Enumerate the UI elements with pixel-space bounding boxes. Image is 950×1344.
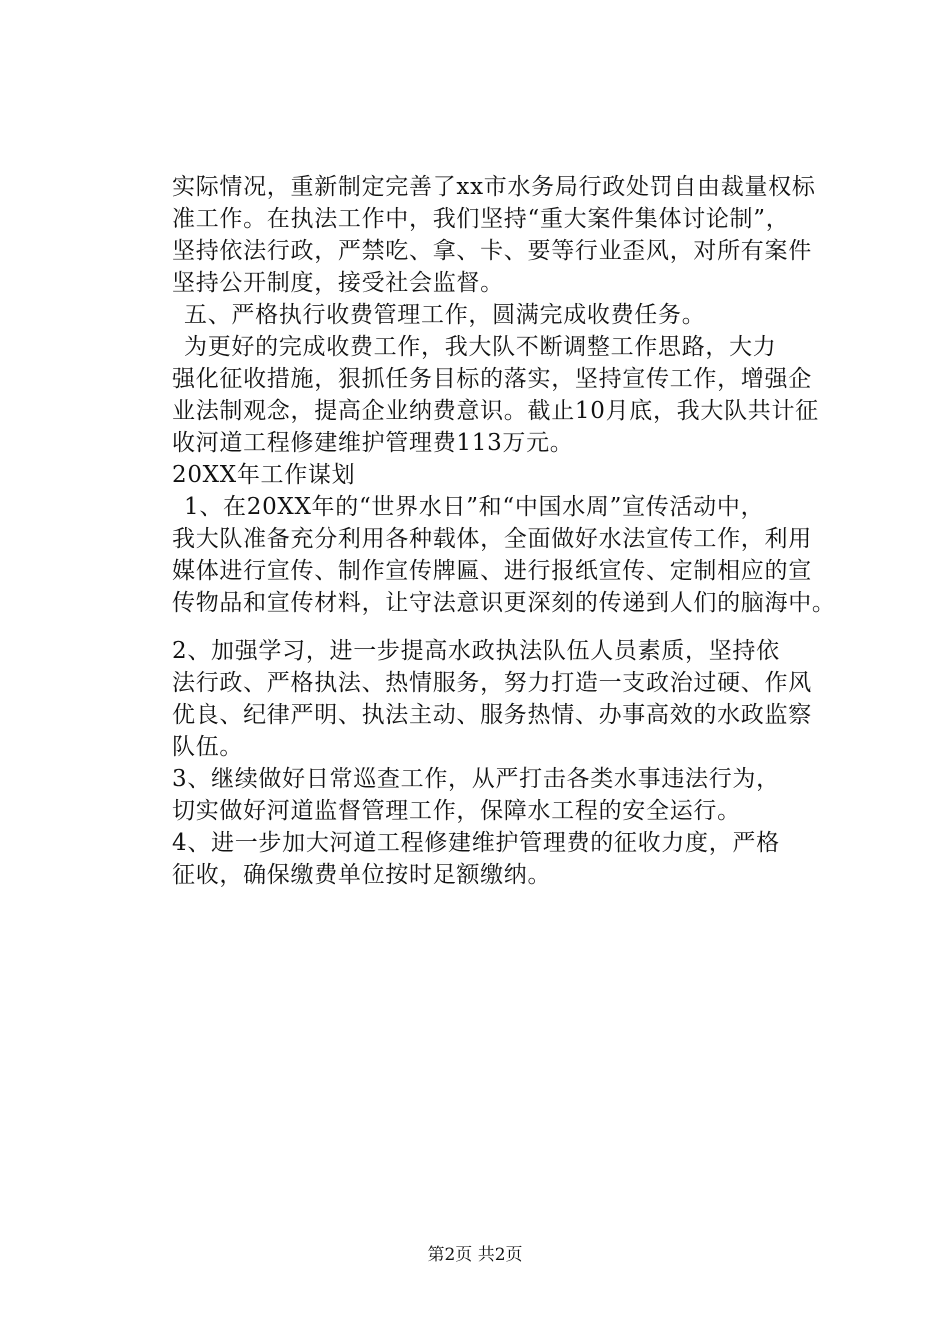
text-line: 征收，确保缴费单位按时足额缴纳。 bbox=[172, 862, 552, 888]
text-line: 我大队准备充分利用各种载体，全面做好水法宣传工作，利用 bbox=[172, 526, 812, 552]
text-line: 为更好的完成收费工作，我大队不断调整工作思路，大力 bbox=[184, 334, 777, 360]
text-line: 准工作。在执法工作中，我们坚持“重大案件集体讨论制”， bbox=[172, 206, 790, 232]
text-line: 坚持公开制度，接受社会监督。 bbox=[172, 270, 504, 296]
text-line: 1、在20XX年的“世界水日”和“中国水周”宣传活动中， bbox=[184, 494, 765, 520]
text-line: 收河道工程修建维护管理费113万元。 bbox=[172, 430, 574, 456]
text-line: 实际情况，重新制定完善了xx市水务局行政处罚自由裁量权标 bbox=[172, 174, 816, 200]
text-line: 3、继续做好日常巡查工作，从严打击各类水事违法行为， bbox=[172, 766, 780, 792]
text-line: 业法制观念，提高企业纳费意识。截止10月底，我大队共计征 bbox=[172, 398, 819, 424]
text-line: 传物品和宣传材料，让守法意识更深刻的传递到人们的脑海中。 bbox=[172, 590, 836, 616]
text-line: 法行政、严格执法、热情服务，努力打造一支政治过硬、作风 bbox=[172, 670, 812, 696]
text-line: 4、进一步加大河道工程修建维护管理费的征收力度，严格 bbox=[172, 830, 780, 856]
text-line: 20XX年工作谋划 bbox=[172, 462, 356, 488]
text-line: 五、严格执行收费管理工作，圆满完成收费任务。 bbox=[184, 302, 706, 328]
text-line: 2、加强学习，进一步提高水政执法队伍人员素质，坚持依 bbox=[172, 638, 780, 664]
text-line: 优良、纪律严明、执法主动、服务热情、办事高效的水政监察 bbox=[172, 702, 812, 728]
text-line: 强化征收措施，狠抓任务目标的落实，坚持宣传工作，增强企 bbox=[172, 366, 812, 392]
text-line: 队伍。 bbox=[172, 734, 244, 760]
text-line: 坚持依法行政，严禁吃、拿、卡、要等行业歪风，对所有案件 bbox=[172, 238, 812, 264]
text-line: 切实做好河道监督管理工作，保障水工程的安全运行。 bbox=[172, 798, 741, 824]
text-line: 媒体进行宣传、制作宣传牌匾、进行报纸宣传、定制相应的宣 bbox=[172, 558, 812, 584]
page-number-footer: 第2页 共2页 bbox=[427, 1245, 523, 1265]
